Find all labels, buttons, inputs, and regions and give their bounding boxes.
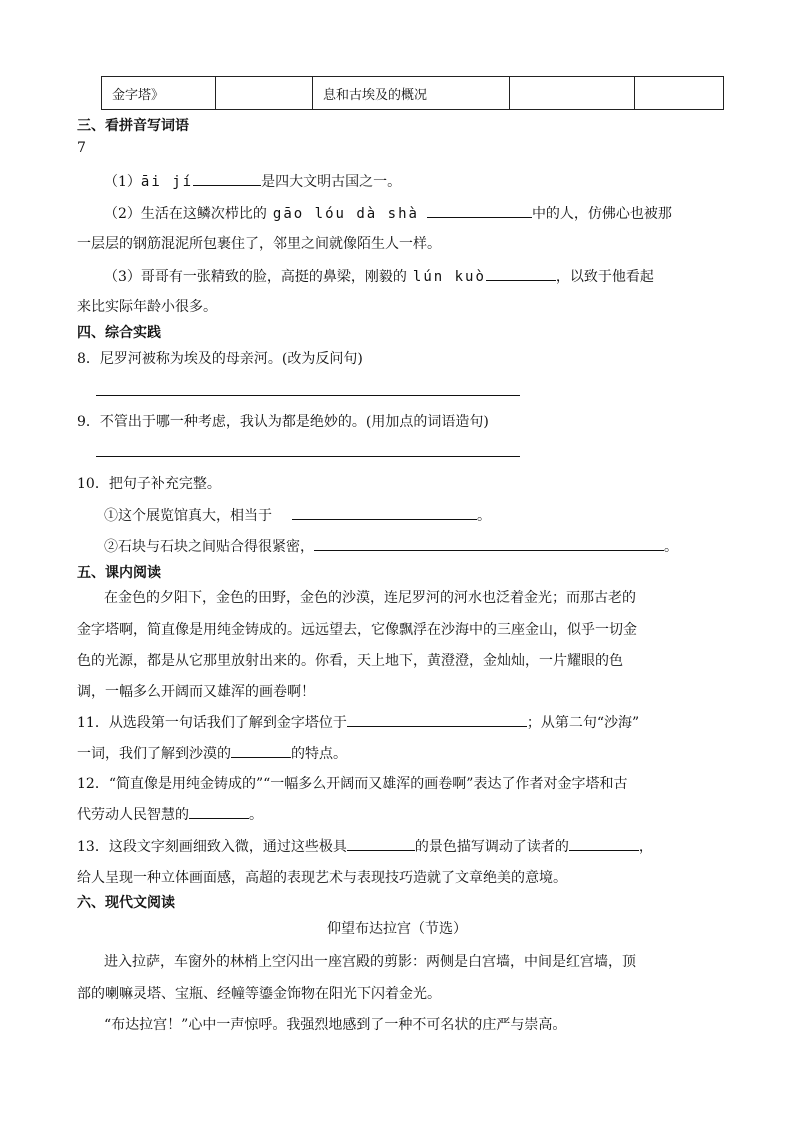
- question-number: 7: [77, 140, 86, 156]
- table-cell: 金字塔》: [102, 77, 216, 110]
- q7-1-suffix: 是四大文明古国之一。: [261, 174, 402, 190]
- q13-cont: 给人呈现一种立体画面感，高超的表现艺术与表现技巧造就了文章绝美的意境。: [77, 870, 567, 886]
- q7-1: [104, 171, 401, 191]
- q8: 8．尼罗河被称为埃及的母亲河。(改为反问句): [77, 351, 363, 367]
- passage-line: 部的喇嘛灵塔、宝瓶、经幢等鎏金饰物在阳光下闪着金光。: [77, 986, 441, 1002]
- passage-line: 进入拉萨，车窗外的林梢上空闪出一座宫殿的剪影：两侧是白宫墙，中间是红宫墙，顶: [104, 954, 636, 970]
- q11-text-a: 11．从选段第一句话我们了解到金字塔位于: [77, 715, 347, 731]
- q10-1-end: 。: [477, 508, 491, 524]
- answer-line-q8[interactable]: [96, 395, 520, 396]
- answer-blank[interactable]: [347, 836, 415, 851]
- answer-blank[interactable]: [347, 712, 527, 727]
- q11-cont: [77, 743, 347, 763]
- q7-2-pinyin: gāo lóu dà shà: [272, 206, 419, 222]
- info-table: [101, 76, 724, 110]
- passage-title: 仰望布达拉宫（节选）: [327, 921, 467, 937]
- q7-2-suffix: 中的人，仿佛心也被那: [531, 206, 672, 222]
- answer-blank[interactable]: [193, 171, 261, 186]
- q11-text-c: 一词，我们了解到沙漠的: [77, 746, 231, 762]
- table-row: [102, 77, 724, 110]
- q10-2-end: 。: [664, 539, 678, 555]
- passage-line: 调，一幅多么开阔而又雄浑的画卷啊！: [77, 684, 315, 700]
- answer-blank[interactable]: [427, 203, 532, 218]
- q7-2: [104, 203, 672, 223]
- q11-text-b: ；从第二句“沙海”: [526, 715, 640, 731]
- q10-1: [104, 505, 491, 525]
- q12: 12．“简直像是用纯金铸成的”“一幅多么开阔而又雄浑的画卷啊”表达了作者对金字塔和古: [77, 776, 628, 792]
- q7-3-suffix: ，以致于他看起: [555, 269, 654, 285]
- q11-text-d: 的特点。: [291, 746, 347, 762]
- answer-blank[interactable]: [292, 505, 477, 520]
- passage-line: 色的光源，都是从它那里放射出来的。你看，天上地下，黄澄澄，金灿灿，一片耀眼的色: [77, 653, 623, 669]
- answer-line-q9[interactable]: [96, 456, 520, 457]
- q9: 9．不管出于哪一种考虑，我认为都是绝妙的。(用加点的词语造句): [77, 414, 489, 430]
- q7-3-cont: 来比实际年龄小很多。: [77, 299, 217, 315]
- q10: 10．把句子补充完整。: [77, 476, 221, 492]
- q7-2-cont: 一层层的钢筋混泥所包裹住了，邻里之间就像陌生人一样。: [77, 236, 441, 252]
- answer-blank[interactable]: [314, 536, 664, 551]
- table-cell: 息和古埃及的概况: [313, 77, 510, 110]
- answer-blank[interactable]: [569, 836, 639, 851]
- q13-text-b: 的景色描写调动了读者的: [414, 839, 569, 855]
- passage-line: 在金色的夕阳下，金色的田野，金色的沙漠，连尼罗河的河水也泛着金光；而那古老的: [104, 590, 636, 606]
- q13: [77, 836, 653, 856]
- q11: [77, 712, 639, 732]
- answer-blank[interactable]: [189, 804, 249, 819]
- section-heading-3: 三、看拼音写词语: [77, 118, 189, 134]
- q7-2-prefix: （2）生活在这鳞次栉比的: [104, 206, 267, 222]
- q13-text-c: ，: [638, 839, 653, 855]
- q10-1-text: ①这个展览馆真大，相当于: [104, 508, 272, 524]
- section-heading-4: 四、综合实践: [77, 325, 161, 341]
- section-heading-5: 五、课内阅读: [77, 565, 161, 581]
- q7-3-pinyin: lún kuò: [412, 269, 486, 285]
- section-heading-6: 六、现代文阅读: [77, 895, 175, 911]
- q7-3: [104, 266, 654, 286]
- passage-line: “布达拉宫！”心中一声惊呼。我强烈地感到了一种不可名状的庄严与崇高。: [104, 1017, 567, 1033]
- q12-cont: [77, 804, 263, 824]
- answer-blank[interactable]: [231, 743, 291, 758]
- q13-text-a: 13．这段文字刻画细致入微，通过这些极具: [77, 839, 347, 855]
- passage-line: 金字塔啊，简直像是用纯金铸成的。远远望去，它像飘浮在沙海中的三座金山，似乎一切金: [77, 622, 637, 638]
- q7-3-prefix: （3）哥哥有一张精致的脸，高挺的鼻梁，刚毅的: [104, 269, 407, 285]
- q7-1-pinyin: āi jí: [140, 174, 194, 190]
- table-cell: [216, 77, 313, 110]
- q12-text-c: 。: [249, 807, 263, 823]
- table-cell: [510, 77, 635, 110]
- answer-blank[interactable]: [486, 266, 556, 281]
- table-cell: [635, 77, 724, 110]
- q12-text-b: 代劳动人民智慧的: [77, 807, 189, 823]
- q7-1-prefix: （1）: [104, 174, 141, 190]
- q10-2-text: ②石块与石块之间贴合得很紧密，: [104, 539, 314, 555]
- q10-2: [104, 536, 678, 556]
